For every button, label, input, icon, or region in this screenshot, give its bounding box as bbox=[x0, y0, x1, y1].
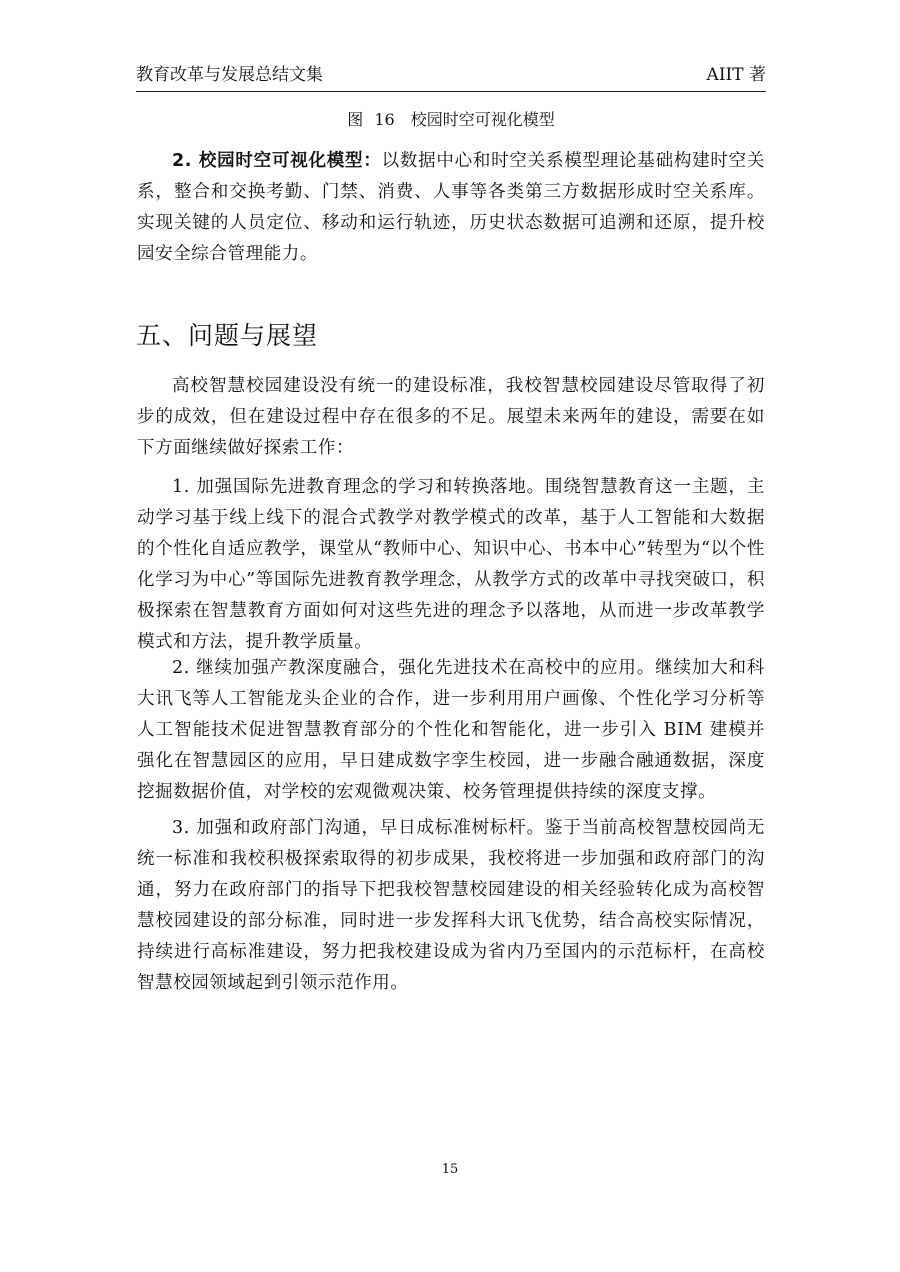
page-number: 15 bbox=[441, 1162, 459, 1177]
header-author: AIIT 著 bbox=[706, 65, 766, 85]
section-heading: 五、问题与展望 bbox=[136, 321, 319, 350]
paragraph-point-1: 1. 加强国际先进教育理念的学习和转换落地。围绕智慧教育这一主题，主动学习基于线上线下的混合式教学对教学模式的改革，基于人工智能和大数据的个性化自适应教学，课堂从“教师中心、知识中心、书本中心”转型为“以个性化学习为中心”等国际先进教育教学理念，从教学方式的改革中寻找突破口，积极探索在智慧教育方面如何对这些先进的理念予以落地，从而进一步改革教学模式和方法，提升教学质量。 bbox=[137, 477, 765, 652]
header-title: 教育改革与发展总结文集 bbox=[136, 65, 323, 85]
item-2-text: 以数据中心和时空关系模型理论基础构建时空关系，整合和交换考勤、门禁、消费、人事等各类第三方数据形成时空关系库。实现关键的人员定位、移动和运行轨迹，历史状态数据可追溯和还原，提升校园安全综合管理能力。 bbox=[137, 151, 765, 264]
paragraph-item-2 bbox=[137, 146, 765, 270]
paragraph-intro: 高校智慧校园建设没有统一的建设标准，我校智慧校园建设尽管取得了初步的成效，但在建设过程中存在很多的不足。展望未来两年的建设，需要在如下方面继续做好探索工作： bbox=[137, 376, 765, 458]
item-2-lead: 2. 校园时空可视化模型： bbox=[172, 151, 382, 171]
header-divider bbox=[136, 91, 766, 92]
paragraph-point-2: 2. 继续加强产教深度融合，强化先进技术在高校中的应用。继续加大和科大讯飞等人工智能龙头企业的合作，进一步利用用户画像、个性化学习分析等人工智能技术促进智慧教育部分的个性化和智能化，进一步引入 BIM 建模并强化在智慧园区的应用，早日建成数字孪生校园，进一步融合融通数据，深度挖掘数据价值，对学校的宏观微观决策、校务管理提供持续的深度支撑。 bbox=[137, 658, 765, 802]
running-header bbox=[136, 63, 766, 91]
paragraph-point-3: 3. 加强和政府部门沟通，早日成标准树标杆。鉴于当前高校智慧校园尚无统一标准和我校积极探索取得的初步成果，我校将进一步加强和政府部门的沟通，努力在政府部门的指导下把我校智慧校园建设的相关经验转化成为高校智慧校园建设的部分标准，同时进一步发挥科大讯飞优势，结合高校实际情况，持续进行高标准建设，努力把我校建设成为省内乃至国内的示范标杆，在高校智慧校园领域起到引领示范作用。 bbox=[137, 818, 765, 993]
figure-caption: 图 16 校园时空可视化模型 bbox=[347, 110, 555, 129]
